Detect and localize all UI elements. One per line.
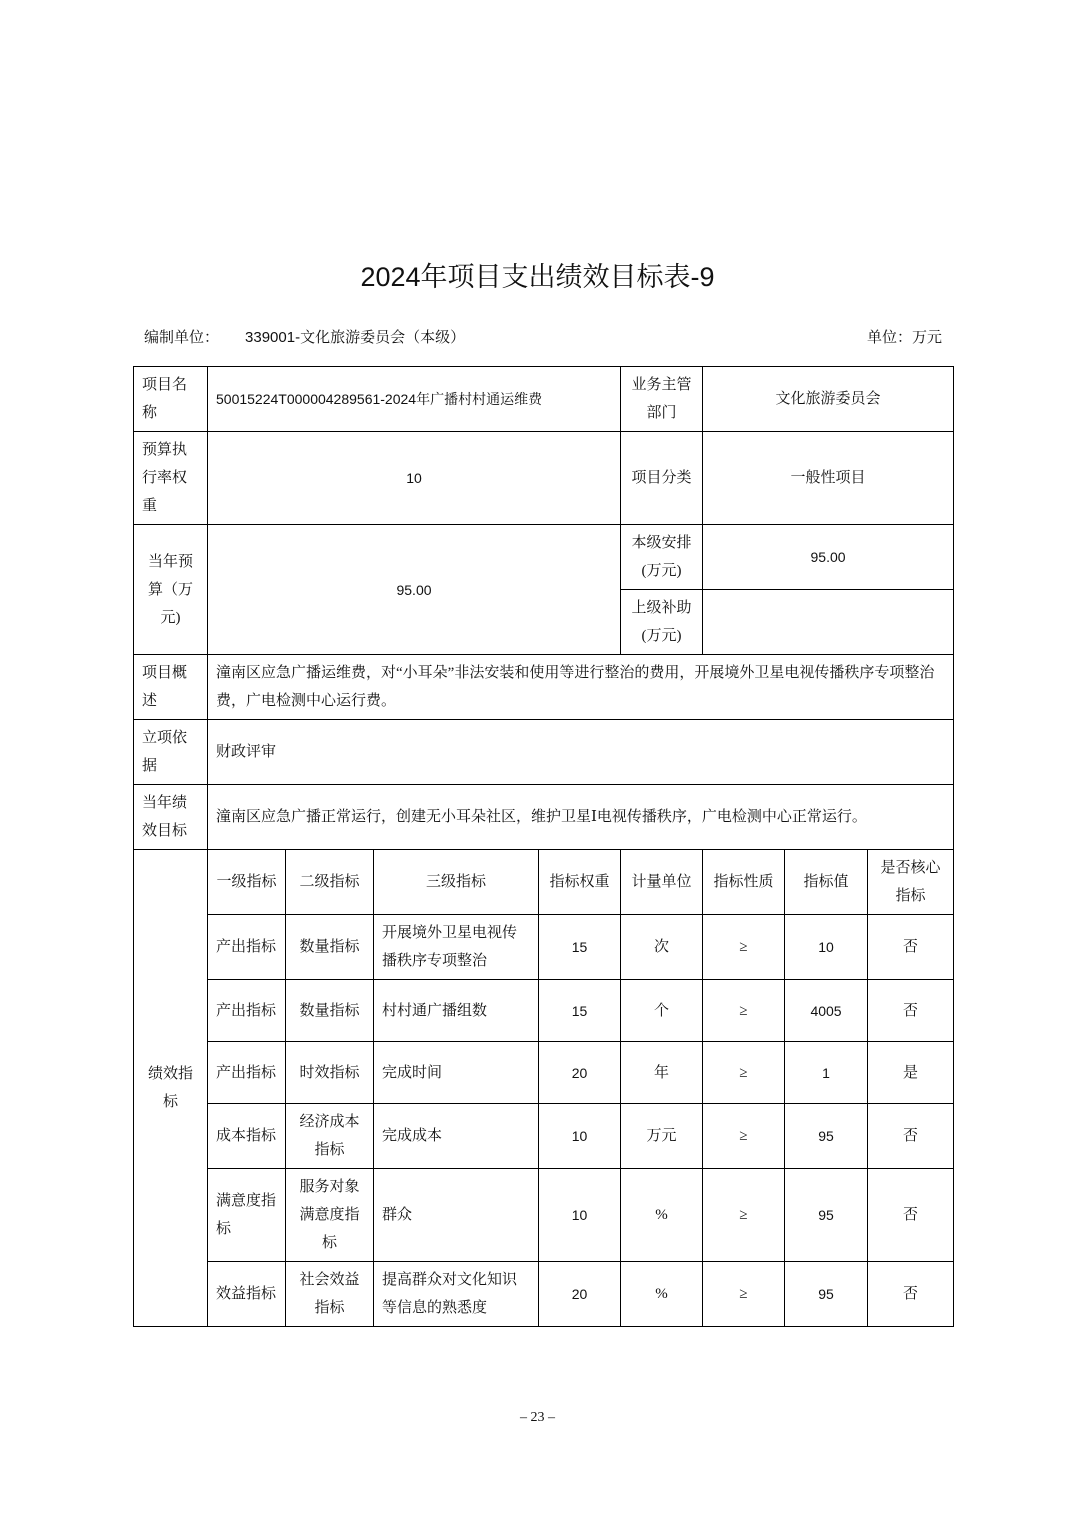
indicator-nature: ≥: [703, 915, 785, 980]
indicator-unit: 次: [621, 915, 703, 980]
indicator-level2: 时效指标: [286, 1042, 374, 1104]
budget-value: 95.00: [208, 525, 621, 655]
indicator-weight: 15: [539, 980, 621, 1042]
indicators-section-label: 绩效指标: [134, 850, 208, 1327]
upper-subsidy-label: 上级补助(万元): [621, 590, 703, 655]
indicator-core: 否: [868, 1262, 954, 1327]
indicator-nature: ≥: [703, 1042, 785, 1104]
indicator-weight: 10: [539, 1104, 621, 1169]
compiling-unit-label: 编制单位：: [144, 330, 220, 346]
indicator-value: 10: [785, 915, 868, 980]
dept-value: 文化旅游委员会: [703, 367, 954, 432]
indicator-value: 1: [785, 1042, 868, 1104]
indicator-unit: 个: [621, 980, 703, 1042]
indicator-level3: 开展境外卫星电视传播秩序专项整治: [374, 915, 539, 980]
indicator-core: 否: [868, 915, 954, 980]
budget-label: 当年预算（万元): [134, 525, 208, 655]
upper-subsidy-value: [703, 590, 954, 655]
page-title: 2024年项目支出绩效目标表-9: [360, 262, 715, 292]
indicator-level1: 产出指标: [208, 915, 286, 980]
indicator-level1: 产出指标: [208, 980, 286, 1042]
indicator-weight: 20: [539, 1042, 621, 1104]
header-unit: 计量单位: [621, 850, 703, 915]
indicator-level3: 完成成本: [374, 1104, 539, 1169]
header-nature: 指标性质: [703, 850, 785, 915]
table-row: [134, 1169, 954, 1262]
goal-label: 当年绩效目标: [134, 785, 208, 850]
category-value: 一般性项目: [703, 432, 954, 525]
indicator-level1: 产出指标: [208, 1042, 286, 1104]
overview-value: 潼南区应急广播运维费，对“小耳朵”非法安装和使用等进行整治的费用，开展境外卫星电视传播秩序专项整治费，广电检测中心运行费。: [208, 655, 954, 720]
basis-label: 立项依据: [134, 720, 208, 785]
table-row: [134, 915, 954, 980]
page-number: – 23 –: [520, 1410, 555, 1425]
header-level1: 一级指标: [208, 850, 286, 915]
indicator-level2: 数量指标: [286, 980, 374, 1042]
indicator-nature: ≥: [703, 1104, 785, 1169]
performance-target-table: [133, 366, 954, 1327]
indicator-value: 4005: [785, 980, 868, 1042]
indicator-nature: ≥: [703, 1262, 785, 1327]
header-level2: 二级指标: [286, 850, 374, 915]
indicator-core: 否: [868, 1104, 954, 1169]
category-label: 项目分类: [621, 432, 703, 525]
basis-value: 财政评审: [208, 720, 954, 785]
indicator-level3: 提高群众对文化知识等信息的熟悉度: [374, 1262, 539, 1327]
weight-value: 10: [208, 432, 621, 525]
overview-label: 项目概述: [134, 655, 208, 720]
table-row: [134, 1104, 954, 1169]
header-value: 指标值: [785, 850, 868, 915]
goal-value: 潼南区应急广播正常运行，创建无小耳朵社区，维护卫星Ⅰ电视传播秩序，广电检测中心正常运行。: [208, 785, 954, 850]
indicator-weight: 20: [539, 1262, 621, 1327]
local-funding-label: 本级安排(万元): [621, 525, 703, 590]
indicator-core: 是: [868, 1042, 954, 1104]
indicator-level3: 群众: [374, 1169, 539, 1262]
compiling-unit-value: 339001-文化旅游委员会（本级）: [245, 329, 466, 346]
header-weight: 指标权重: [539, 850, 621, 915]
header-core: 是否核心指标: [868, 850, 954, 915]
indicator-level3: 完成时间: [374, 1042, 539, 1104]
table-row: [134, 1262, 954, 1327]
indicator-weight: 10: [539, 1169, 621, 1262]
indicator-unit: 万元: [621, 1104, 703, 1169]
project-name-value: 50015224T000004289561-2024年广播村村通运维费: [208, 367, 621, 432]
indicator-level1: 满意度指标: [208, 1169, 286, 1262]
indicator-level2: 数量指标: [286, 915, 374, 980]
indicator-weight: 15: [539, 915, 621, 980]
indicator-value: 95: [785, 1169, 868, 1262]
indicator-level2: 服务对象满意度指标: [286, 1169, 374, 1262]
indicator-unit: 年: [621, 1042, 703, 1104]
indicator-nature: ≥: [703, 980, 785, 1042]
table-row: [134, 980, 954, 1042]
dept-label: 业务主管部门: [621, 367, 703, 432]
indicator-level2: 社会效益指标: [286, 1262, 374, 1327]
header-level3: 三级指标: [374, 850, 539, 915]
indicator-unit: %: [621, 1262, 703, 1327]
indicator-core: 否: [868, 980, 954, 1042]
currency-unit: 单位：万元: [866, 330, 942, 346]
project-name-label: 项目名称: [134, 367, 208, 432]
indicator-unit: %: [621, 1169, 703, 1262]
weight-label: 预算执行率权重: [134, 432, 208, 525]
indicator-value: 95: [785, 1262, 868, 1327]
indicator-value: 95: [785, 1104, 868, 1169]
indicator-level1: 成本指标: [208, 1104, 286, 1169]
local-funding-value: 95.00: [703, 525, 954, 590]
indicator-nature: ≥: [703, 1169, 785, 1262]
compiling-unit: [144, 326, 465, 347]
indicator-level2: 经济成本指标: [286, 1104, 374, 1169]
indicator-core: 否: [868, 1169, 954, 1262]
indicator-level1: 效益指标: [208, 1262, 286, 1327]
indicator-level3: 村村通广播组数: [374, 980, 539, 1042]
table-row: [134, 1042, 954, 1104]
